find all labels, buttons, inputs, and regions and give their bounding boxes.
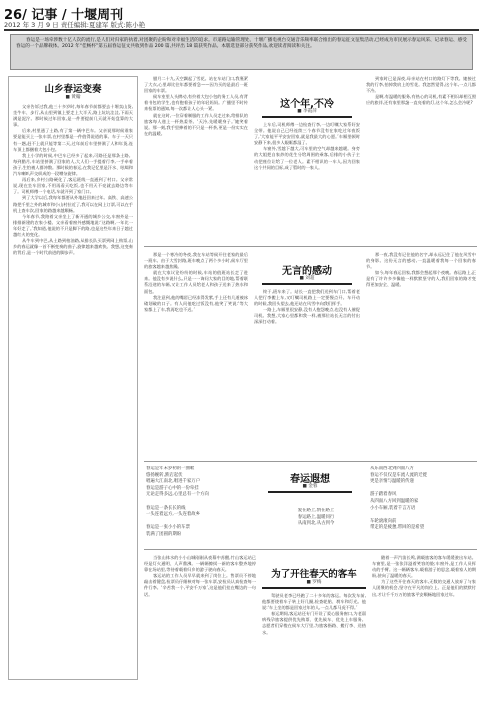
poem-line: 小小车厢,装着千言万语 — [370, 505, 416, 511]
article-1-paragraph: 父亲告诉过我,他三十多岁时,每年春节前都要去十堰卖山货,坐牛车、步行,从山里到镇上要走上大半天,路上坑坑洼洼,下雨天满是泥泞。那时候过年回家,是一件要提前几天就开始盘算的大事。 — [13, 104, 133, 128]
article-2-paragraph: 腊月二十九,天空飘起了雪花。站在车站门口,我裹紧了大衣,心里却比往年都要着急——因为买的是最后一班回家的车票。 — [144, 76, 248, 94]
poem-line: 春运是一张小小的车票 — [146, 525, 190, 531]
article-4-byline: ■ 罗梅 — [306, 580, 322, 585]
section-divider-2 — [144, 461, 477, 462]
article-4-title-rule — [262, 587, 366, 589]
poem-center-stanza — [268, 508, 364, 538]
article-4-paragraph: 随着一声汽笛长鸣,满载旅客的客车缓缓驶出车站。车窗里,是一张张洋溢着笑容的脸;车窗外,是工作人员挥动的手臂。这一辆辆客车,载着游子的思念,载着家人的期盼,驶向了温暖的春天。 — [372, 555, 476, 579]
article-4-paragraph: 当张山体水的小小山城刚刚从夜幕中苏醒,竹山客运站已经是灯火通明、人声鼎沸。一辆辆擦拭一新的客车整齐地停靠在场站里,等待着载着归乡的游子驶向春天。 — [144, 555, 256, 573]
article-1-body — [13, 104, 133, 676]
page-header-title: 26/ 记事 / 十堰周刊 — [4, 8, 124, 23]
poem-title: 春运遐想 — [290, 474, 330, 485]
poem-line: 带走的是疲惫,带回的是希望 — [370, 525, 425, 531]
article-2-column-1 — [144, 76, 248, 241]
poem-title-rule — [268, 491, 352, 493]
article-4-paragraph: 驾驶员老李已经跑了二十多年的客运。每次发车前,他都要绕着车子转上好几圈,检查轮胎、刹车和灯光。他说:‘车上坐的都是回家过年的人,一点儿都马虎不得。’ — [262, 593, 366, 611]
article-3-paragraph: 如今,每年春运回家,我都会想起那个夜晚。春运路上,正是有了许许多多像他一样默默坚守的人,我们回家的路才变得更加安全、温暖。 — [366, 270, 476, 288]
article-2-paragraph: 就在这时,一位穿着制服的工作人员走过来,给排队的旅客每人递上一杯热姜茶。‘天冷,先暖暖身子。’她笑着说。那一刻,我手里捧着的不只是一杯茶,更是一份实实在在的温暖。 — [144, 112, 248, 136]
poem-line: 车轮滚滚向前 — [370, 518, 397, 524]
poem-line — [370, 512, 476, 519]
poem-line: 从南到北,从古到今 — [297, 521, 335, 527]
article-1-title: 山乡春运变奏 — [44, 84, 102, 95]
article-3-column-3 — [366, 252, 476, 457]
article-3-column-1 — [144, 252, 248, 457]
poem-line: 春运是游子心中的一份牵挂 — [146, 485, 199, 491]
article-2-paragraph: 到家时已是深夜,母亲站在村口的路灯下等我。她接过我的行李,拍掉我肩上的雪花。我忽然觉得,这个年,一点儿都不冷。 — [366, 76, 476, 94]
poem-left-stanzas — [146, 466, 264, 544]
article-1-paragraph: 我上小学的时候,中巴车已经多了起来,可路还是那条土路。每到腊月,车站里挤满了回家的人,大人们一手提着行李,一手牵着孩子,生怕被人群冲散。那时候的春运,在我记忆里是汗水、吆喝和汽车喇叭声交织成的一段嘈杂旋律。 — [13, 152, 133, 177]
article-4-paragraph: 为了这些开往春天的客车,无数的交通人放弃了与家人团聚的机会,坚守在平凡的岗位上。正是他们的默默付出,才让千千万万的旅客平安顺畅地回家过年。 — [372, 579, 476, 597]
header-rule — [4, 29, 479, 31]
article-1-byline: ■ 黄翰 — [65, 95, 81, 100]
section-divider-1 — [144, 246, 477, 247]
article-3-title-rule — [262, 283, 352, 285]
article-4-column-2 — [262, 593, 366, 697]
poem-line: 装满了团圆的期盼 — [146, 531, 182, 537]
article-3-paragraph: 那一夜,我没有记住他的名字,却永远记住了他在风雪中的身影。这份无言的感动,一直温暖着我每一个回家的春节。 — [366, 252, 476, 270]
article-4-column-3 — [372, 555, 476, 697]
article-1-paragraph: 后来,村里通了土路,有了第一辆中巴车。父亲说那时候谁家要是能买上一张车票,在村里都是一件值得说道的事。车子一天只有一趟,赶不上就只能等第二天,过年前后车里挤满了人和年货,连车顶上都捆着大包小包。 — [13, 128, 133, 152]
poem-line: 悠扬婉转,跌宕起伏 — [146, 472, 183, 478]
poem-line: 唱遍大江南北,唱进千家万户 — [146, 479, 201, 485]
article-3-paragraph: 我注意到,他的嘴唇已经冻得发紫,手上还有几道被冰碴划破的口子。有人问他吃过饭没有,他笑了笑说:‘等大家都上了车,我再吃也不迟。’ — [144, 294, 248, 312]
poem-line: 更是亲情与温暖的传递 — [370, 479, 414, 485]
article-4-title: 为了开往春天的客车 — [271, 569, 357, 580]
poem-line: 从四面八方回到温暖的家 — [370, 498, 419, 504]
article-4-column-1 — [144, 555, 256, 697]
article-2-paragraph: 上车后,司机师傅一边检查行李,一边叮嘱大家系好安全带。他说自己已经连续三个春节没有在家吃过年夜饭了,‘大家能平平安安回家,就是我最大的心愿。’车厢里顿时安静下来,很多人眼眶都湿了。 — [254, 122, 360, 146]
page-date-line: 2012 年 3 月 9 日 责任编辑:夏建军 版式:陈小艳 — [4, 21, 146, 29]
poem-right-stanzas — [370, 466, 476, 544]
article-2-paragraph: 是啊,有温暖的服务,有热心的司机,有素不相识却相互照应的旅伴,还有家里那盏一直亮着的灯,这个年,怎么会冷呢? — [366, 94, 476, 106]
article-4-paragraph: 春运期间,客运站还专门开设了爱心服务窗口,为老弱病残孕旅客提供优先购票、优先候车、优先上车服务。志愿者们穿梭在候车大厅里,为旅客指路、搬行李、送热水。 — [262, 611, 366, 635]
article-1-paragraph: 今年春节,我陪着父亲坐上了新开通的城乡公交,车窗外是一排排新建的农家小楼。父亲看着窗外感慨地说:‘这路啊,一年比一年好走了。’我知道,他说的不只是脚下的路,也是这些年来日子越过越红火的变化。 — [13, 213, 133, 237]
poem-line: 一头连着远方,一头连着故乡 — [146, 512, 201, 518]
poem-line — [146, 499, 264, 506]
article-1-paragraph: 从牛车到中巴,从土路到柏油路,从排长队买票到网上购票,山乡的春运就像一首不断变奏的曲子,旋律越来越欢快。我想,这变奏的背后,是一个时代前进的脚步声。 — [13, 238, 133, 256]
article-1-paragraph: 再后来,乡村公路硬化了,客运班线一直通到了村口。父亲常说,现在坐车回家,不用再看天吃饭,也不用天不亮就去路边等车了。司机师傅一个电话,车就开到了家门口。 — [13, 177, 133, 195]
article-2-paragraph: 车窗外,雪越下越大,可车里的空气却越来越暖。身旁的大姐把自家炒的花生分给周围的乘客,后排的小伙子主动把座位让给了一位老人。素不相识的一车人,因为回家这个共同的目标,成了暂时的一家人。 — [254, 146, 360, 170]
lead-intro-box — [10, 34, 473, 70]
article-2-column-3 — [366, 76, 476, 241]
article-3-column-2 — [254, 289, 360, 457]
poem-line: 爱在路上,情在路上 — [297, 508, 335, 513]
article-3-paragraph: 那是一个寒冷的冬夜,我在车站等候开往老家的最后一班车。由于大雪封路,班车晚点了两个多小时,候车厅里的旅客越来越焦躁。 — [144, 252, 248, 270]
article-2-byline: ■ 李霞萍 — [297, 109, 317, 114]
article-3-paragraph: 一路上,车厢里很安静,没有人抱怨晚点,也没有人催促司机。我想,大家心里都和我一样,被那位站长无言的付出深深打动着。 — [254, 307, 360, 325]
article-2-column-2 — [254, 122, 360, 241]
poem-byline: ■ 金蓉 — [302, 484, 318, 489]
article-3-paragraph: 终于,班车来了。站长一直把我们送到车门口,帮着老人把行李搬上车,又叮嘱司机路上一定要慢点开。车开动的时候,我回头望去,他还站在风雪中向我们挥手。 — [254, 289, 360, 307]
lead-intro-text: 春运是一场牵涉数十亿人次的流行,是人们对归家的执着,对团聚的企盼和对幸福生活的追求。市道路运输管理处、十堰广播电视台交通音乐频率联合推出的春运征文征集活动,已经成为市民展示春运风采、记录春运、感受春运的一个品牌载体。2012 年“佳畅杯”第五届春运征文共收到作品 200 篇,共评出 18 篇获奖作品。本版选登部分获奖作品,欢迎读者阅读和关注。 — [16, 38, 467, 50]
article-1-paragraph: 到了大学以后,我每年都要从外地赶回来过年。高铁、高速公路把千里之外的城市和小山村拉近了,我可以在网上订票,可以在手机上查车次,回家的路越来越顺畅。 — [13, 195, 133, 213]
poem-line: 无论走得多远,心里总有一个方向 — [146, 492, 209, 498]
article-3-paragraph: 就在大家议论纷纷的时候,车站的值班站长走了进来。他没有多说什么,只是一一询问大家的目的地,帮着联系沿途的车辆,又让工作人员给老人和孩子送来了热水和面包。 — [144, 270, 248, 294]
poem-line: 春运路上,温暖同行 — [297, 514, 335, 520]
poem-line: 春运不仅仅是车流人流的迁徙 — [370, 472, 428, 478]
poem-line: 春运是一条长长的线 — [146, 505, 186, 511]
article-2-paragraph: 候车室里人头攒动,有拎着大包小包的务工人员,有背着书包的学生,也有抱着孩子的年轻妈妈。广播里不时传来检票的通知,每一次都让人心头一紧。 — [144, 94, 248, 112]
poem-line: 游子踏着春风 — [370, 492, 397, 498]
article-3-byline: ■ 刘超 — [299, 276, 315, 281]
article-2-title-rule — [262, 116, 352, 118]
section-divider-3 — [144, 549, 477, 550]
article-3-title: 无言的感动 — [282, 266, 332, 277]
article-4-paragraph: 客运站的工作人员早早就来到了岗位上。售票员不停地敲击着键盘,检票员仔细核对每一张车票,安检员认真检查每一件行李。‘辛苦我一个,平安千万家’,这是他们挂在嘴边的一句话。 — [144, 573, 256, 597]
poem-line: 春运是年末岁初的一曲歌 — [146, 466, 195, 471]
poem-line: 从东南西北到四面八方 — [370, 466, 414, 471]
article-2-title: 这个年,不冷 — [280, 99, 334, 110]
